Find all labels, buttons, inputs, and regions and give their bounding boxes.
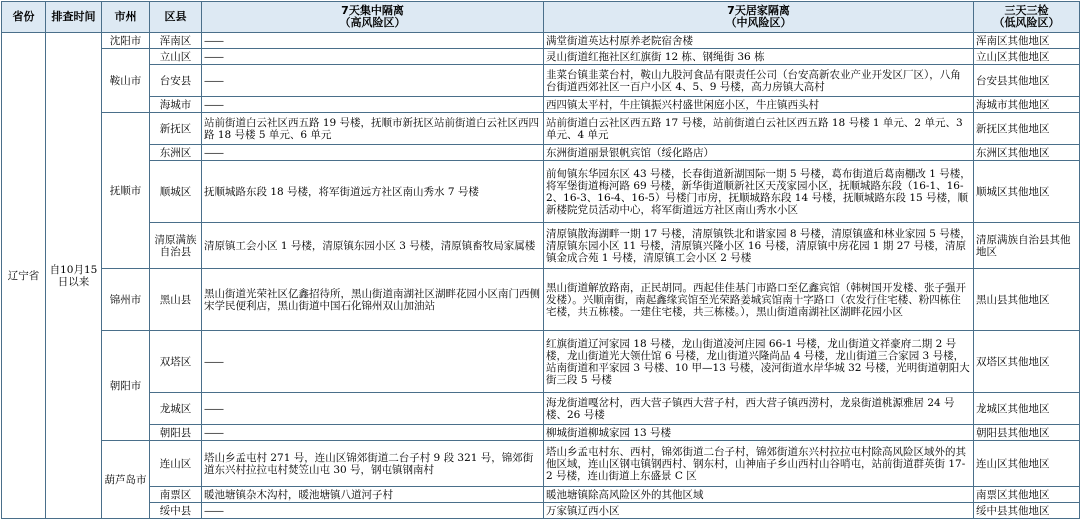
city-cell-shenyang: 沈阳市: [102, 33, 150, 49]
district-cell: 海城市: [150, 97, 202, 113]
time-cell: 自10月15日以来: [46, 33, 102, 519]
central-cell: 清原镇工会小区 1 号楼，清原镇东园小区 3 号楼，清原镇畜牧局家属楼: [202, 223, 544, 269]
home-cell: 清原镇散海湖畔一期 17 号楼，清原镇铁北和谐家园 8 号楼，清原镇盛和林业家园 5 号楼，清原镇东园小区 11 号楼，清原镇兴隆小区 16 号楼，清原镇中房花园 1 期 27 号楼，清原镇金成合苑 1 号楼，清原镇工会小区 2 号楼: [544, 223, 974, 269]
central-cell: ——: [202, 331, 544, 393]
home-cell: 暖池塘镇除高风险区外的其他区域: [544, 487, 974, 503]
home-cell: 万家镇辽西小区: [544, 503, 974, 519]
central-cell: 站前街道白云社区西五路 19 号楼，抚顺市新抚区站前街道白云社区西四路 18 号楼 5 单元、6 单元: [202, 113, 544, 145]
district-cell: 黑山县: [150, 269, 202, 331]
district-cell: 南票区: [150, 487, 202, 503]
district-cell: 浑南区: [150, 33, 202, 49]
city-cell-huludao: 葫芦岛市: [102, 441, 150, 519]
central-cell: ——: [202, 49, 544, 65]
district-cell: 龙城区: [150, 393, 202, 425]
check-cell: 连山区其他地区: [974, 441, 1080, 487]
home-cell: 东洲街道丽景银帆宾馆（绥化路店）: [544, 145, 974, 161]
province-cell: 辽宁省: [2, 33, 46, 519]
check-cell: 南票区其他地区: [974, 487, 1080, 503]
table-row: [2, 49, 1080, 65]
home-cell: 韭菜台镇韭菜台村，鞍山九股河食品有限责任公司（台安高新农业产业开发区厂区），八角台街道西郊社区一百户小区 4、5、9 号楼，高力房镇大高村: [544, 65, 974, 97]
check-cell: 龙城区其他地区: [974, 393, 1080, 425]
central-cell: ——: [202, 65, 544, 97]
header-central-line1: 7天集中隔离: [341, 4, 404, 17]
table-row: [2, 33, 1080, 49]
central-cell: 抚顺城路东段 18 号楼，将军街道远方社区南山秀水 7 号楼: [202, 161, 544, 223]
header-city: 市州: [102, 2, 150, 33]
central-cell: 塔山乡孟屯村 271 号，连山区锦郊街道二台子村 9 段 321 号，锦郊街道东兴村拉拉屯村焚笠山屯 30 号，钢屯镇钢南村: [202, 441, 544, 487]
city-cell-jinzhou: 锦州市: [102, 269, 150, 331]
header-home-quarantine: [544, 2, 974, 33]
central-cell: ——: [202, 33, 544, 49]
table-row: [2, 487, 1080, 503]
check-cell: 新抚区其他地区: [974, 113, 1080, 145]
check-cell: 绥中县其他地区: [974, 503, 1080, 519]
central-cell: ——: [202, 425, 544, 441]
district-cell: 新抚区: [150, 113, 202, 145]
check-cell: 浑南区其他地区: [974, 33, 1080, 49]
district-cell: 双塔区: [150, 331, 202, 393]
home-cell: 前甸镇东华园东区 43 号楼，长春街道新湖国际一期 5 号楼，葛布街道后葛南棚改 1 号楼，将军堡街道梅河路 69 号楼，新华街道顺新社区天茂家园小区，抚顺城路东段（16-1、16-2、16-3、16-4、16-5）号楼门市房，抚顺城路东段 14 号楼，抚顺城路东段 15 号楼，顺新楼院党员活动中心，将军街道远方社区南山秀水小区: [544, 161, 974, 223]
header-central-quarantine: [202, 2, 544, 33]
table-row: [2, 65, 1080, 97]
district-cell: 台安县: [150, 65, 202, 97]
table-row: [2, 113, 1080, 145]
check-cell: 双塔区其他地区: [974, 331, 1080, 393]
district-cell: 绥中县: [150, 503, 202, 519]
table-row: [2, 425, 1080, 441]
risk-area-table: [1, 1, 1080, 519]
table-row: [2, 269, 1080, 331]
check-cell: 清原满族自治县其他地区: [974, 223, 1080, 269]
central-cell: ——: [202, 393, 544, 425]
check-cell: 黑山县其他地区: [974, 269, 1080, 331]
central-cell: ——: [202, 145, 544, 161]
header-three-day-check: [974, 2, 1080, 33]
header-home-line2: （中风险区）: [725, 16, 792, 29]
home-cell: 灵山街道红拖社区红旗街 12 栋、钢绳街 36 栋: [544, 49, 974, 65]
header-district: 区县: [150, 2, 202, 33]
home-cell: 满堂街道英达村原养老院宿舍楼: [544, 33, 974, 49]
table-row: [2, 223, 1080, 269]
header-check-line2: （低风险区）: [993, 16, 1060, 29]
header-time: 排查时间: [46, 2, 102, 33]
table-row: [2, 503, 1080, 519]
district-cell: 顺城区: [150, 161, 202, 223]
header-central-line2: （高风险区）: [339, 16, 406, 29]
check-cell: 海城市其他地区: [974, 97, 1080, 113]
table-row: [2, 97, 1080, 113]
check-cell: 朝阳县其他地区: [974, 425, 1080, 441]
city-cell-chaoyang: 朝阳市: [102, 331, 150, 441]
city-cell-fushun: 抚顺市: [102, 113, 150, 269]
district-cell: 清原满族自治县: [150, 223, 202, 269]
central-cell: 暖池塘镇杂木沟村，暖池塘镇八道河子村: [202, 487, 544, 503]
check-cell: 顺城区其他地区: [974, 161, 1080, 223]
header-home-line1: 7天居家隔离: [727, 4, 790, 17]
check-cell: 立山区其他地区: [974, 49, 1080, 65]
table-row: [2, 393, 1080, 425]
home-cell: 黑山街道解放路南，正民胡同。西起佳佳基门市路口至亿鑫宾馆（韩树国开发楼、张子强开发楼）。兴顺南街，南起鑫缘宾馆至光荣路姜城宾馆南十字路口（农发行住宅楼、粉四栋住宅楼，共五栋楼。一建住宅楼，共三栋楼。），黑山街道南湖社区湖畔花园小区: [544, 269, 974, 331]
check-cell: 台安县其他地区: [974, 65, 1080, 97]
table-row: [2, 161, 1080, 223]
district-cell: 连山区: [150, 441, 202, 487]
home-cell: 海龙街道嘎岔村，西大营子镇西大营子村，西大营子镇西涝村，龙泉街道桃源雅居 24 号楼、26 号楼: [544, 393, 974, 425]
central-cell: ——: [202, 97, 544, 113]
home-cell: 柳城街道柳城家园 13 号楼: [544, 425, 974, 441]
city-cell-anshan: 鞍山市: [102, 49, 150, 113]
central-cell: 黑山街道光荣社区亿鑫招待所，黑山街道南湖社区湖畔花园小区南门西侧宋学民便利店，黑山街道中国石化锦州双山加油站: [202, 269, 544, 331]
header-check-line1: 三天三检: [1004, 4, 1049, 17]
header-province: 省份: [2, 2, 46, 33]
header-row: [2, 2, 1080, 33]
table-row: [2, 331, 1080, 393]
check-cell: 东洲区其他地区: [974, 145, 1080, 161]
table-row: [2, 441, 1080, 487]
central-cell: ——: [202, 503, 544, 519]
home-cell: 站前街道白云社区西五路 17 号楼，站前街道白云社区西五路 18 号楼 1 单元、2 单元、3 单元、4 单元: [544, 113, 974, 145]
district-cell: 东洲区: [150, 145, 202, 161]
home-cell: 西四镇太平村，牛庄镇振兴村盛世闲庭小区，牛庄镇西头村: [544, 97, 974, 113]
table-row: [2, 145, 1080, 161]
district-cell: 朝阳县: [150, 425, 202, 441]
district-cell: 立山区: [150, 49, 202, 65]
home-cell: 塔山乡孟屯村东、西村，锦郊街道二台子村，锦郊街道东兴村拉拉屯村除高风险区域外的其他区域，连山区钢屯镇钢西村、钢东村，山神庙子乡山西村山谷哨屯，站前街道群英街 17-2 号楼，连山街道上东盛景 C 区: [544, 441, 974, 487]
home-cell: 红旗街道辽河家园 18 号楼，龙山街道凌河庄园 66-1 号楼，龙山街道文祥豪府二期 2 号楼，龙山街道光大领仕馆 6 号楼，龙山街道兴隆尚品 4 号楼，龙山街道三合家园 3 号楼，站南街道和平家园 3 号楼、10 甲—13 号楼，凌河街道水岸华城 32 号楼，光明街道朝阳大街三段 5 号楼: [544, 331, 974, 393]
